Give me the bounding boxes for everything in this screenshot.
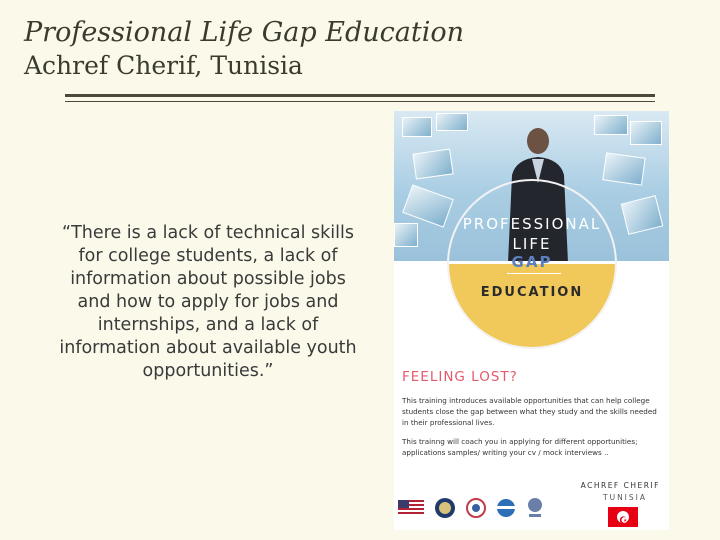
poster-word-life: LIFE (512, 235, 552, 253)
poster-paragraph-1: This training introduces available opportunities that can help college students close the gap between what they study and the skills needed in their professional lives. (402, 396, 657, 427)
poster-author-country: TUNISIA (603, 493, 647, 502)
quote-text: “There is a lack of technical skills for college students, a lack of information about possible jobs and how to apply for jobs and internships, and a lack of information about available youth opportunities.” (59, 223, 357, 381)
slide-title-block (24, 16, 464, 82)
slide-title: Professional Life Gap Education (24, 17, 464, 48)
poster-logo-row (394, 497, 554, 521)
partner-seal-icon (466, 498, 486, 518)
slide-subtitle: Achref Cherif, Tunisia (24, 51, 303, 80)
poster-paragraph-2: This trainng will coach you in applying for different opportunities; applications samples/ writing your cv / mock interviews .. (402, 437, 638, 457)
poster-word-professional: PROFESSIONAL (462, 215, 602, 233)
poster-image (394, 111, 669, 530)
poster-logo-circle (447, 179, 617, 349)
poster-heading: FEELING LOST? (402, 369, 518, 385)
poster-word-education: EDUCATION (480, 285, 584, 300)
state-department-seal-icon (434, 497, 456, 519)
poster-word-gap: GAP (511, 253, 553, 271)
title-divider-thick (65, 94, 655, 97)
globe-logo-icon (496, 498, 516, 518)
title-divider-thin (65, 101, 655, 102)
us-flag-icon (398, 500, 424, 516)
poster-author-name: ACHREF CHERIF (580, 481, 660, 490)
fiuts-logo-icon (526, 497, 544, 519)
tunisia-flag-icon (608, 507, 638, 527)
